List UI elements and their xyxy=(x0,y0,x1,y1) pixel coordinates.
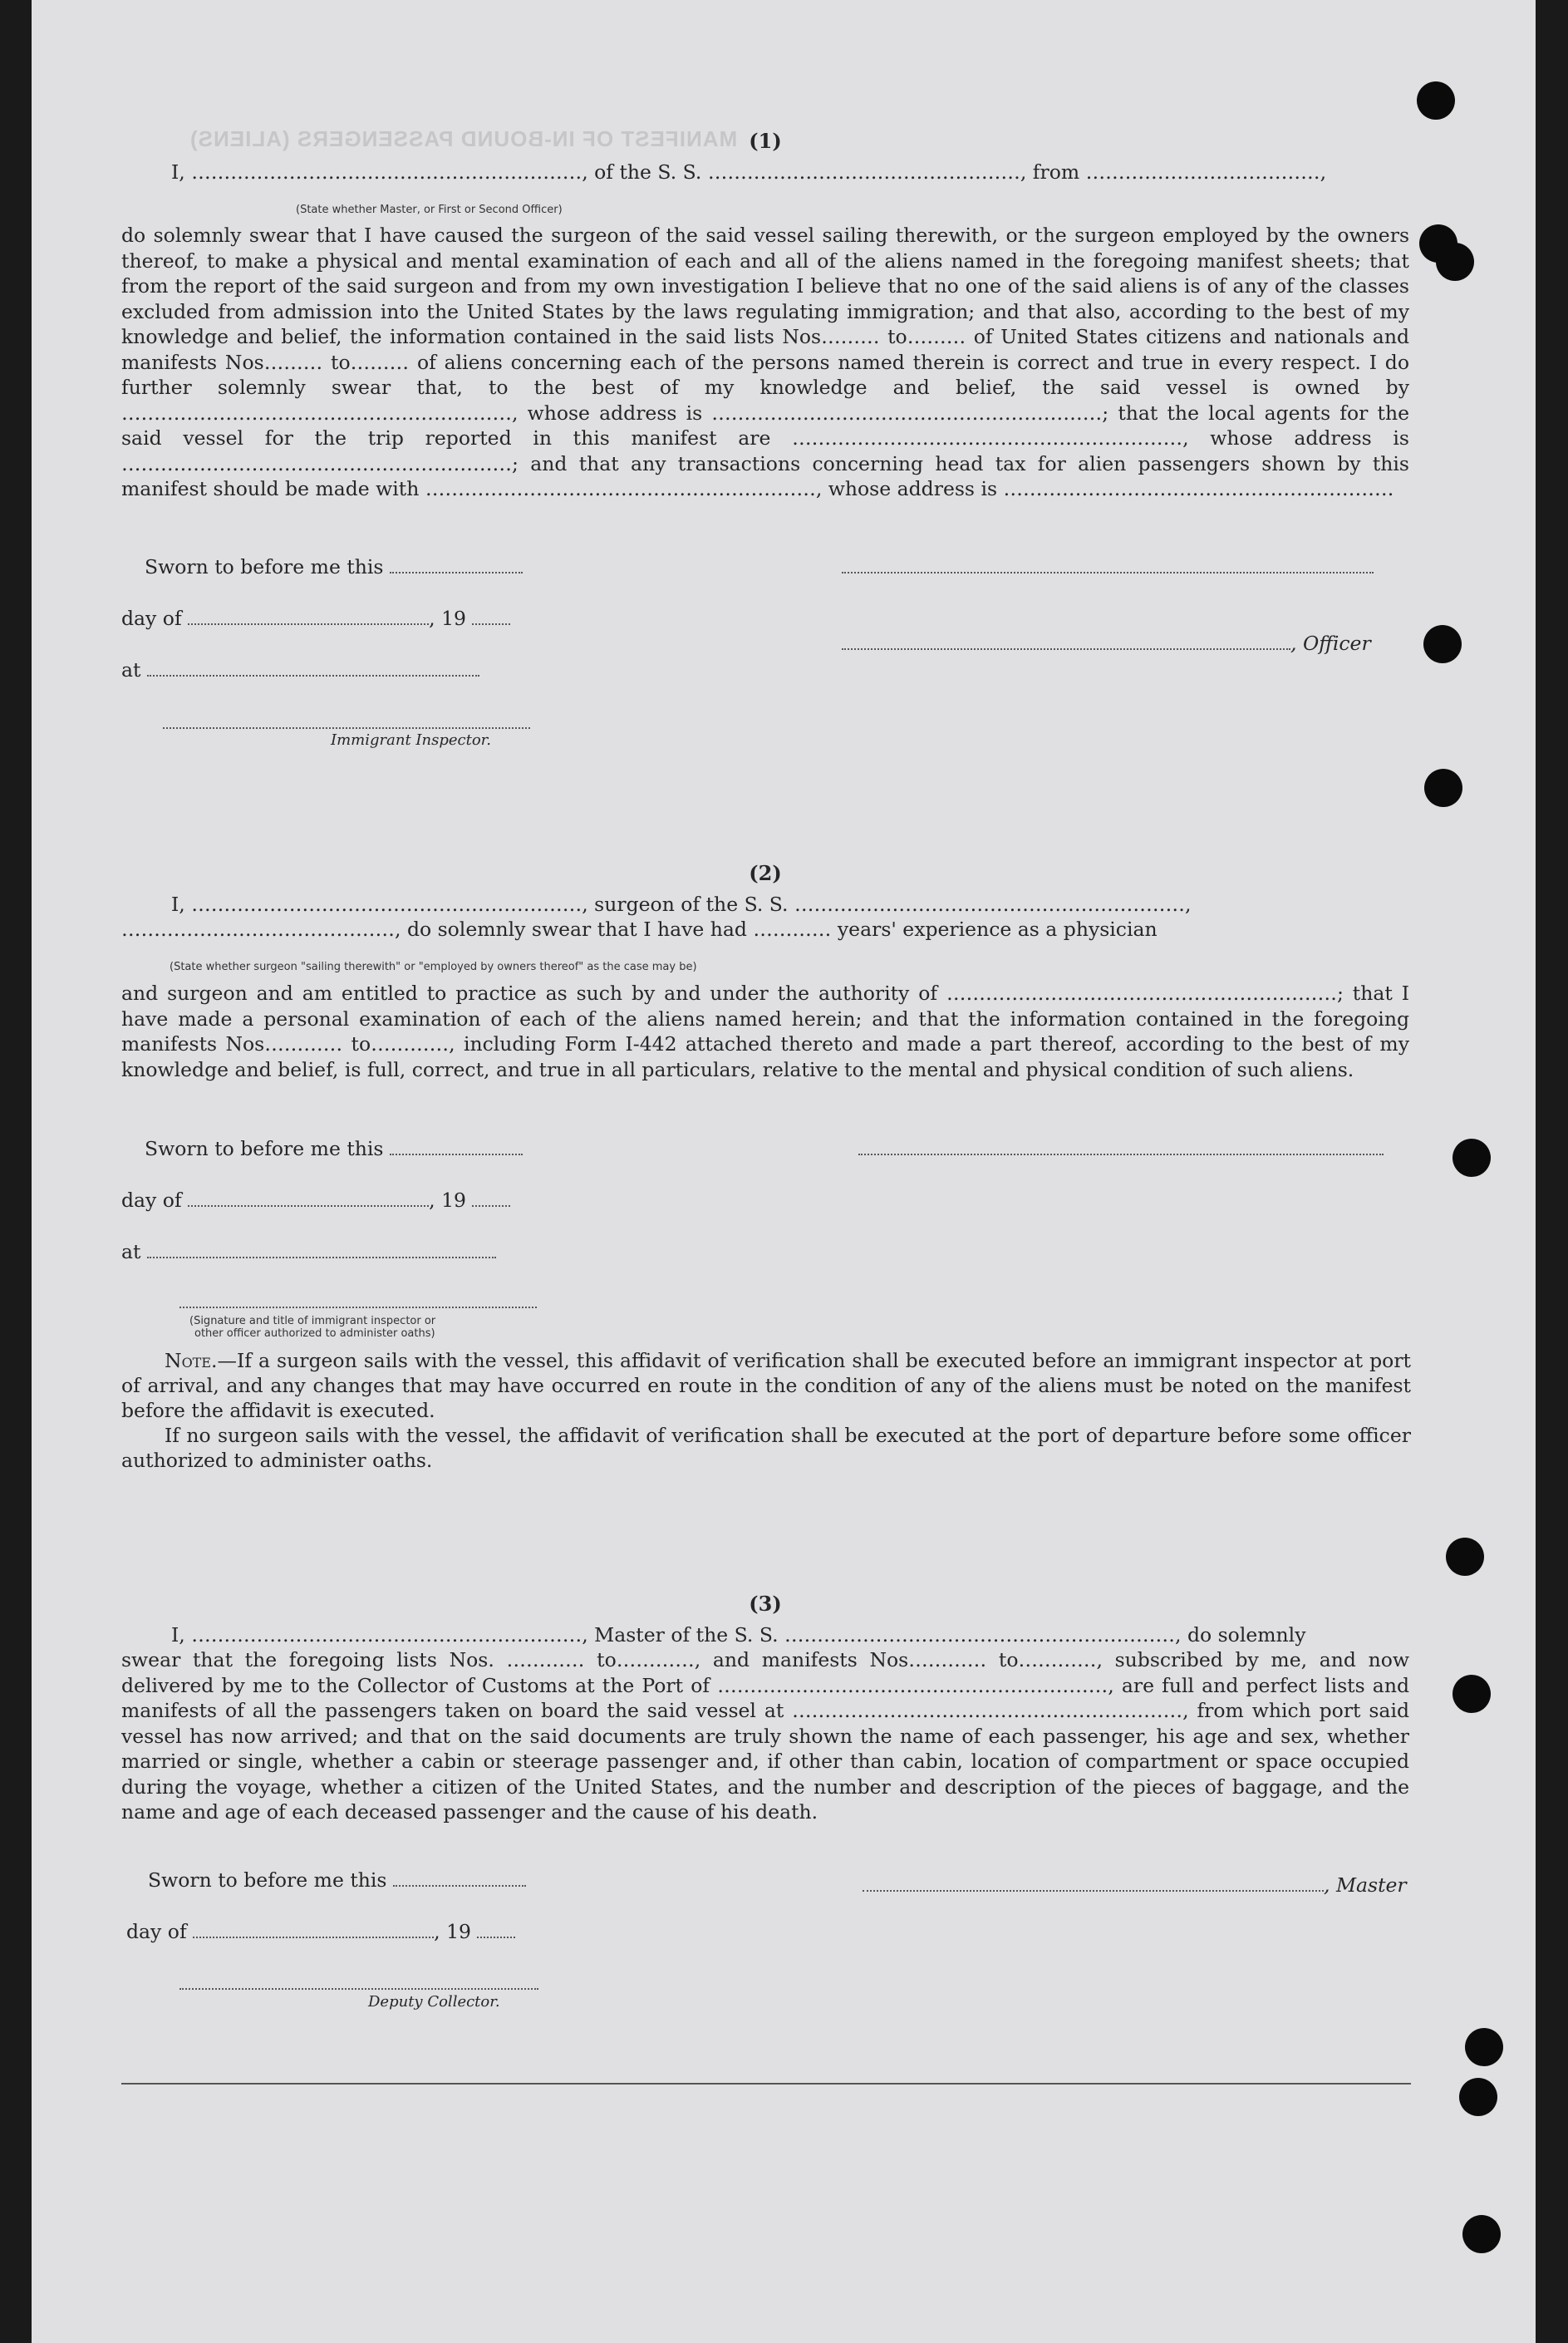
day-label: day of xyxy=(126,1920,187,1943)
day-field[interactable] xyxy=(188,1190,429,1207)
section-2-oath-text: and surgeon and am entitled to practice as such by and under the authority of ……………………………………………………; that I have made a personal examination of each of the aliens named herein; and that the information contained in the foregoing manifests Nos………… to…………, including Form I-442 attached thereto and made a part thereof, according to the best of my knowledge and belief, is full, correct, and true in all particulars, relative to the mental and physical condition of such aliens. xyxy=(121,982,1409,1081)
section-1-oath-text: do solemnly swear that I have caused the surgeon of the said vessel sailing therewith, or the surgeon employed by the owners thereof, to make a physical and mental examination of each and all of the aliens named in the foregoing manifest sheets; that from the report of the said surgeon and from my own investigation I believe that no one of the said aliens is of any of the classes excluded from admission into the United States by the laws regulating immigration; and that also, according to the best of my knowledge and belief, the information contained in the said lists Nos……… to……… of United States citizens and nationals and manifests Nos……… to……… of aliens concerning each of the persons named therein is correct and true in every respect. I do further solemnly swear that, to the best of my knowledge and belief, the said vessel is owned by ……………………………………………………, whose address is ……………………………………………………; that the local agents for the said vessel for the trip reported in this manifest are ……………………………………………………, whose address is ……………………………………………………; and that any transactions concerning head tax for alien passengers shown by this manifest should be made with ……………………………………………………, whose address is …………………………………………………… xyxy=(121,224,1409,500)
bottom-rule xyxy=(121,2083,1411,2085)
day-label: day of xyxy=(121,607,182,630)
day-field[interactable] xyxy=(193,1922,434,1938)
section-3-day-line xyxy=(126,1920,515,1943)
sworn-date-field[interactable] xyxy=(393,1870,526,1887)
collector-caption: Deputy Collector. xyxy=(368,1993,500,2011)
section-1-upper-signature xyxy=(842,555,1374,578)
section-1-at-line xyxy=(121,658,479,682)
year-field[interactable] xyxy=(472,608,510,625)
section-1 xyxy=(121,129,1409,185)
officer-name-field[interactable] xyxy=(842,557,1374,573)
collector-signature-field[interactable] xyxy=(179,1973,538,1990)
punch-hole-1 xyxy=(1417,81,1455,120)
punch-hole-3 xyxy=(1436,243,1474,281)
punch-hole-6 xyxy=(1452,1139,1491,1177)
form-page xyxy=(32,0,1536,2343)
punch-hole-5 xyxy=(1424,769,1462,807)
note-text-1: —If a surgeon sails with the vessel, this affidavit of verification shall be executed before an immigrant inspector at port of arrival, and any changes that may have occurred en route in the condition of any of the aliens must be noted on the manifest before the affidavit is executed. xyxy=(121,1349,1411,1422)
section-2-at-line xyxy=(121,1240,496,1263)
punch-hole-4 xyxy=(1423,625,1462,663)
section-1-day-line xyxy=(121,607,510,630)
section-3-opening-line: I, ……………………………………………………, Master of the S. S. ……………………………………………………, do solemnly xyxy=(171,1622,1306,1646)
section-2-experience-line: ……………………………………, do solemnly swear that I have had ………… years' experience as a physician xyxy=(121,918,1158,941)
punch-hole-10 xyxy=(1459,2078,1497,2116)
signature-caption-1: (Signature and title of immigrant inspector or xyxy=(189,1315,436,1327)
section-2-opening-line: I, ……………………………………………………, surgeon of the S. S. ……………………………………………………, xyxy=(171,892,1192,916)
sworn-label: Sworn to before me this xyxy=(145,555,384,578)
section-1-officer-signature xyxy=(842,632,1371,655)
year-field[interactable] xyxy=(472,1190,510,1207)
year-label: , 19 xyxy=(434,1920,471,1943)
at-label: at xyxy=(121,1240,141,1263)
surgeon-signature-field[interactable] xyxy=(858,1139,1384,1155)
section-1-inspector-signature xyxy=(163,711,530,734)
section-3 xyxy=(121,1592,1409,1825)
note-paragraph-1 xyxy=(121,1348,1411,1423)
section-1-number: (1) xyxy=(749,129,782,153)
punch-hole-9 xyxy=(1465,2028,1503,2066)
punch-hole-11 xyxy=(1462,2215,1501,2253)
master-signature-field[interactable] xyxy=(863,1875,1324,1892)
section-2 xyxy=(121,861,1409,943)
note-paragraph-2: If no surgeon sails with the vessel, the affidavit of verification shall be executed at the port of departure before some officer authorized to administer oaths. xyxy=(121,1424,1411,1472)
year-label: , 19 xyxy=(429,607,466,630)
section-2-surgeon-signature xyxy=(858,1137,1384,1160)
section-2-body xyxy=(121,981,1409,1082)
section-1-opening-line: I, ……………………………………………………, of the S. S. …………………………………………, from ………………………………, xyxy=(171,160,1327,184)
note-label: Note. xyxy=(165,1349,218,1372)
punch-hole-7 xyxy=(1446,1538,1484,1576)
bleed-through-heading: MANIFEST OF IN-BOUND PASSENGERS (ALIENS) xyxy=(189,126,738,151)
signature-caption-2: other officer authorized to administer oaths) xyxy=(194,1327,435,1340)
section-2-sworn-line xyxy=(145,1137,523,1160)
punch-hole-8 xyxy=(1452,1675,1491,1713)
section-1-sworn-line xyxy=(145,555,523,578)
section-1-body xyxy=(121,223,1409,502)
section-3-collector-signature xyxy=(179,1971,538,1995)
sworn-label: Sworn to before me this xyxy=(145,1137,384,1160)
master-caption: , Master xyxy=(1324,1873,1407,1897)
sworn-date-field[interactable] xyxy=(390,1139,523,1155)
day-label: day of xyxy=(121,1189,182,1212)
day-field[interactable] xyxy=(188,608,429,625)
sworn-date-field[interactable] xyxy=(390,557,523,573)
inspector-signature-field[interactable] xyxy=(163,712,530,729)
section-3-number: (3) xyxy=(749,1592,782,1616)
year-label: , 19 xyxy=(429,1189,466,1212)
note-block xyxy=(121,1348,1411,1473)
section-2-inspector-signature xyxy=(179,1290,537,1313)
section-3-master-signature xyxy=(863,1873,1407,1897)
section-2-hint: (State whether surgeon "sailing therewith" or "employed by owners thereof" as the case may be) xyxy=(170,961,697,973)
section-3-oath-text: swear that the foregoing lists Nos. ………… to…………, and manifests Nos………… to…………, subscribed by me, and now delivered by me to the Collector of Customs at the Port of ……………………………………………………, are full and perfect lists and manifests of all the passengers taken on board the said vessel at ……………………………………………………, from which port said vessel has now arrived; and that on the said documents are truly shown the name of each passenger, his age and sex, whether married or single, whether a cabin or steerage passenger and, if other than cabin, location of compartment or space occupied during the voyage, whether a citizen of the United States, and the number and description of the pieces of baggage, and the name and age of each deceased passenger and the cause of his death. xyxy=(121,1648,1409,1824)
section-3-sworn-line xyxy=(148,1868,526,1892)
section-1-hint: (State whether Master, or First or Second Officer) xyxy=(296,204,563,216)
section-2-number: (2) xyxy=(749,861,782,885)
inspector-signature-field[interactable] xyxy=(179,1292,537,1308)
officer-signature-field[interactable] xyxy=(842,633,1290,650)
inspector-caption: Immigrant Inspector. xyxy=(331,731,492,749)
at-field[interactable] xyxy=(147,660,479,677)
section-2-day-line xyxy=(121,1189,510,1212)
sworn-label: Sworn to before me this xyxy=(148,1868,387,1892)
at-label: at xyxy=(121,658,141,682)
officer-caption: , Officer xyxy=(1290,632,1371,655)
at-field[interactable] xyxy=(147,1242,496,1258)
year-field[interactable] xyxy=(477,1922,515,1938)
